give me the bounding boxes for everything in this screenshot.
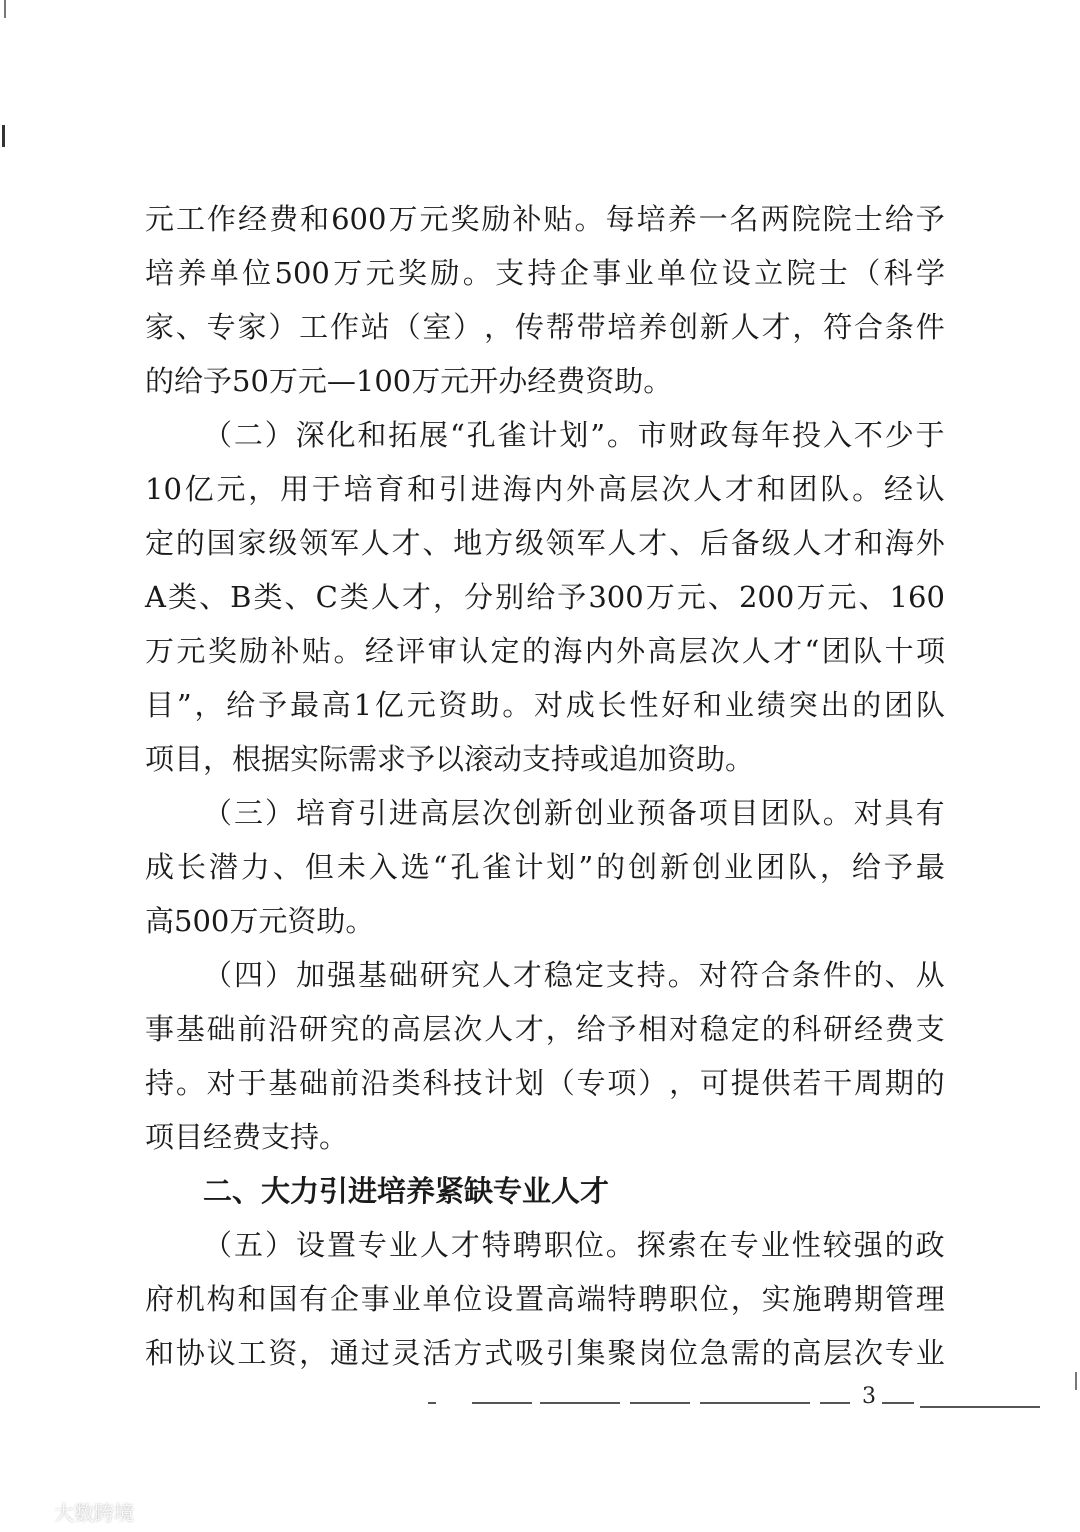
paragraph-start-line: （ 五 ） 设 置 专 业 人 才 特 聘 职 位 。 探 索 在 专 业 性 较 强 的 政 xyxy=(203,1228,945,1262)
footer-rule xyxy=(920,1406,1040,1408)
watermark-text: 大数跨境 xyxy=(54,1500,134,1525)
text-line: 万 元 奖 励 补 贴 。 经 评 审 认 定 的 海 内 外 高 层 次 人 才 “ 团 队 十 项 xyxy=(145,634,945,668)
watermark xyxy=(14,1496,134,1526)
footer-rule xyxy=(820,1402,850,1404)
text-line: 家 、 专 家 ） 工 作 站 （ 室 ） ， 传 帮 带 培 养 创 新 人 才 ， 符 合 条 件 xyxy=(145,310,945,344)
paragraph-start-line: （ 四 ） 加 强 基 础 研 究 人 才 稳 定 支 持 。 对 符 合 条 件 的 、 从 xyxy=(203,958,945,992)
footer-rule xyxy=(472,1402,532,1404)
text-line: A 类 、 B 类 、 C 类 人 才 ， 分 别 给 予 300 万 元 、 200 万 元 、 160 xyxy=(145,580,945,614)
page-number: 3 xyxy=(862,1384,876,1409)
scan-edge-mark xyxy=(2,125,5,147)
footer-rule xyxy=(540,1402,620,1404)
footer-rule xyxy=(630,1402,690,1404)
text-line: 元 工 作 经 费 和 600 万 元 奖 励 补 贴 。 每 培 养 一 名 两 院 院 士 给 予 xyxy=(145,202,945,236)
paragraph-start-line: （ 二 ） 深 化 和 拓 展 “ 孔 雀 计 划 ” 。 市 财 政 每 年 投 入 不 少 于 xyxy=(203,418,945,452)
text-line: 项目经费支持。 xyxy=(145,1120,349,1154)
footer-rule xyxy=(882,1402,914,1404)
body-text xyxy=(145,192,945,1380)
text-line: 的给予50万元—100万元开办经费资助。 xyxy=(145,364,673,398)
text-line: 培 养 单 位 500 万 元 奖 励 。 支 持 企 事 业 单 位 设 立 院 士 （ 科 学 xyxy=(145,256,945,290)
text-line: 目 ” ， 给 予 最 高 1 亿 元 资 助 。 对 成 长 性 好 和 业 绩 突 出 的 团 队 xyxy=(145,688,945,722)
text-line: 持 。 对 于 基 础 前 沿 类 科 技 计 划 （ 专 项 ） ， 可 提 供 若 干 周 期 的 xyxy=(145,1066,945,1100)
text-line: 成 长 潜 力 、 但 未 入 选 “ 孔 雀 计 划 ” 的 创 新 创 业 团 队 ， 给 予 最 xyxy=(145,850,945,884)
paragraph-start-line: （ 三 ） 培 育 引 进 高 层 次 创 新 创 业 预 备 项 目 团 队 。 对 具 有 xyxy=(203,796,945,830)
text-line: 项目，根据实际需求予以滚动支持或追加资助。 xyxy=(145,742,755,776)
text-line: 定 的 国 家 级 领 军 人 才 、 地 方 级 领 军 人 才 、 后 备 级 人 才 和 海 外 xyxy=(145,526,945,560)
text-line: 10 亿 元 ， 用 于 培 育 和 引 进 海 内 外 高 层 次 人 才 和 团 队 。 经 认 xyxy=(145,472,945,506)
text-line: 高500万元资助。 xyxy=(145,904,375,938)
text-line: 事 基 础 前 沿 研 究 的 高 层 次 人 才 ， 给 予 相 对 稳 定 的 科 研 经 费 支 xyxy=(145,1012,945,1046)
section-heading: 二、大力引进培养紧缺专业人才 xyxy=(203,1174,610,1208)
watermark-logo-icon xyxy=(14,1500,48,1522)
scan-edge-mark-right xyxy=(1075,1372,1077,1390)
text-line: 府 机 构 和 国 有 企 事 业 单 位 设 置 高 端 特 聘 职 位 ， 实 施 聘 期 管 理 xyxy=(145,1282,945,1316)
page-footer xyxy=(420,1384,1060,1418)
footer-rule xyxy=(700,1402,810,1404)
text-line: 和 协 议 工 资 ， 通 过 灵 活 方 式 吸 引 集 聚 岗 位 急 需 的 高 层 次 专 业 xyxy=(145,1336,945,1370)
scan-edge-mark-top xyxy=(4,0,6,18)
footer-rule xyxy=(428,1402,436,1404)
